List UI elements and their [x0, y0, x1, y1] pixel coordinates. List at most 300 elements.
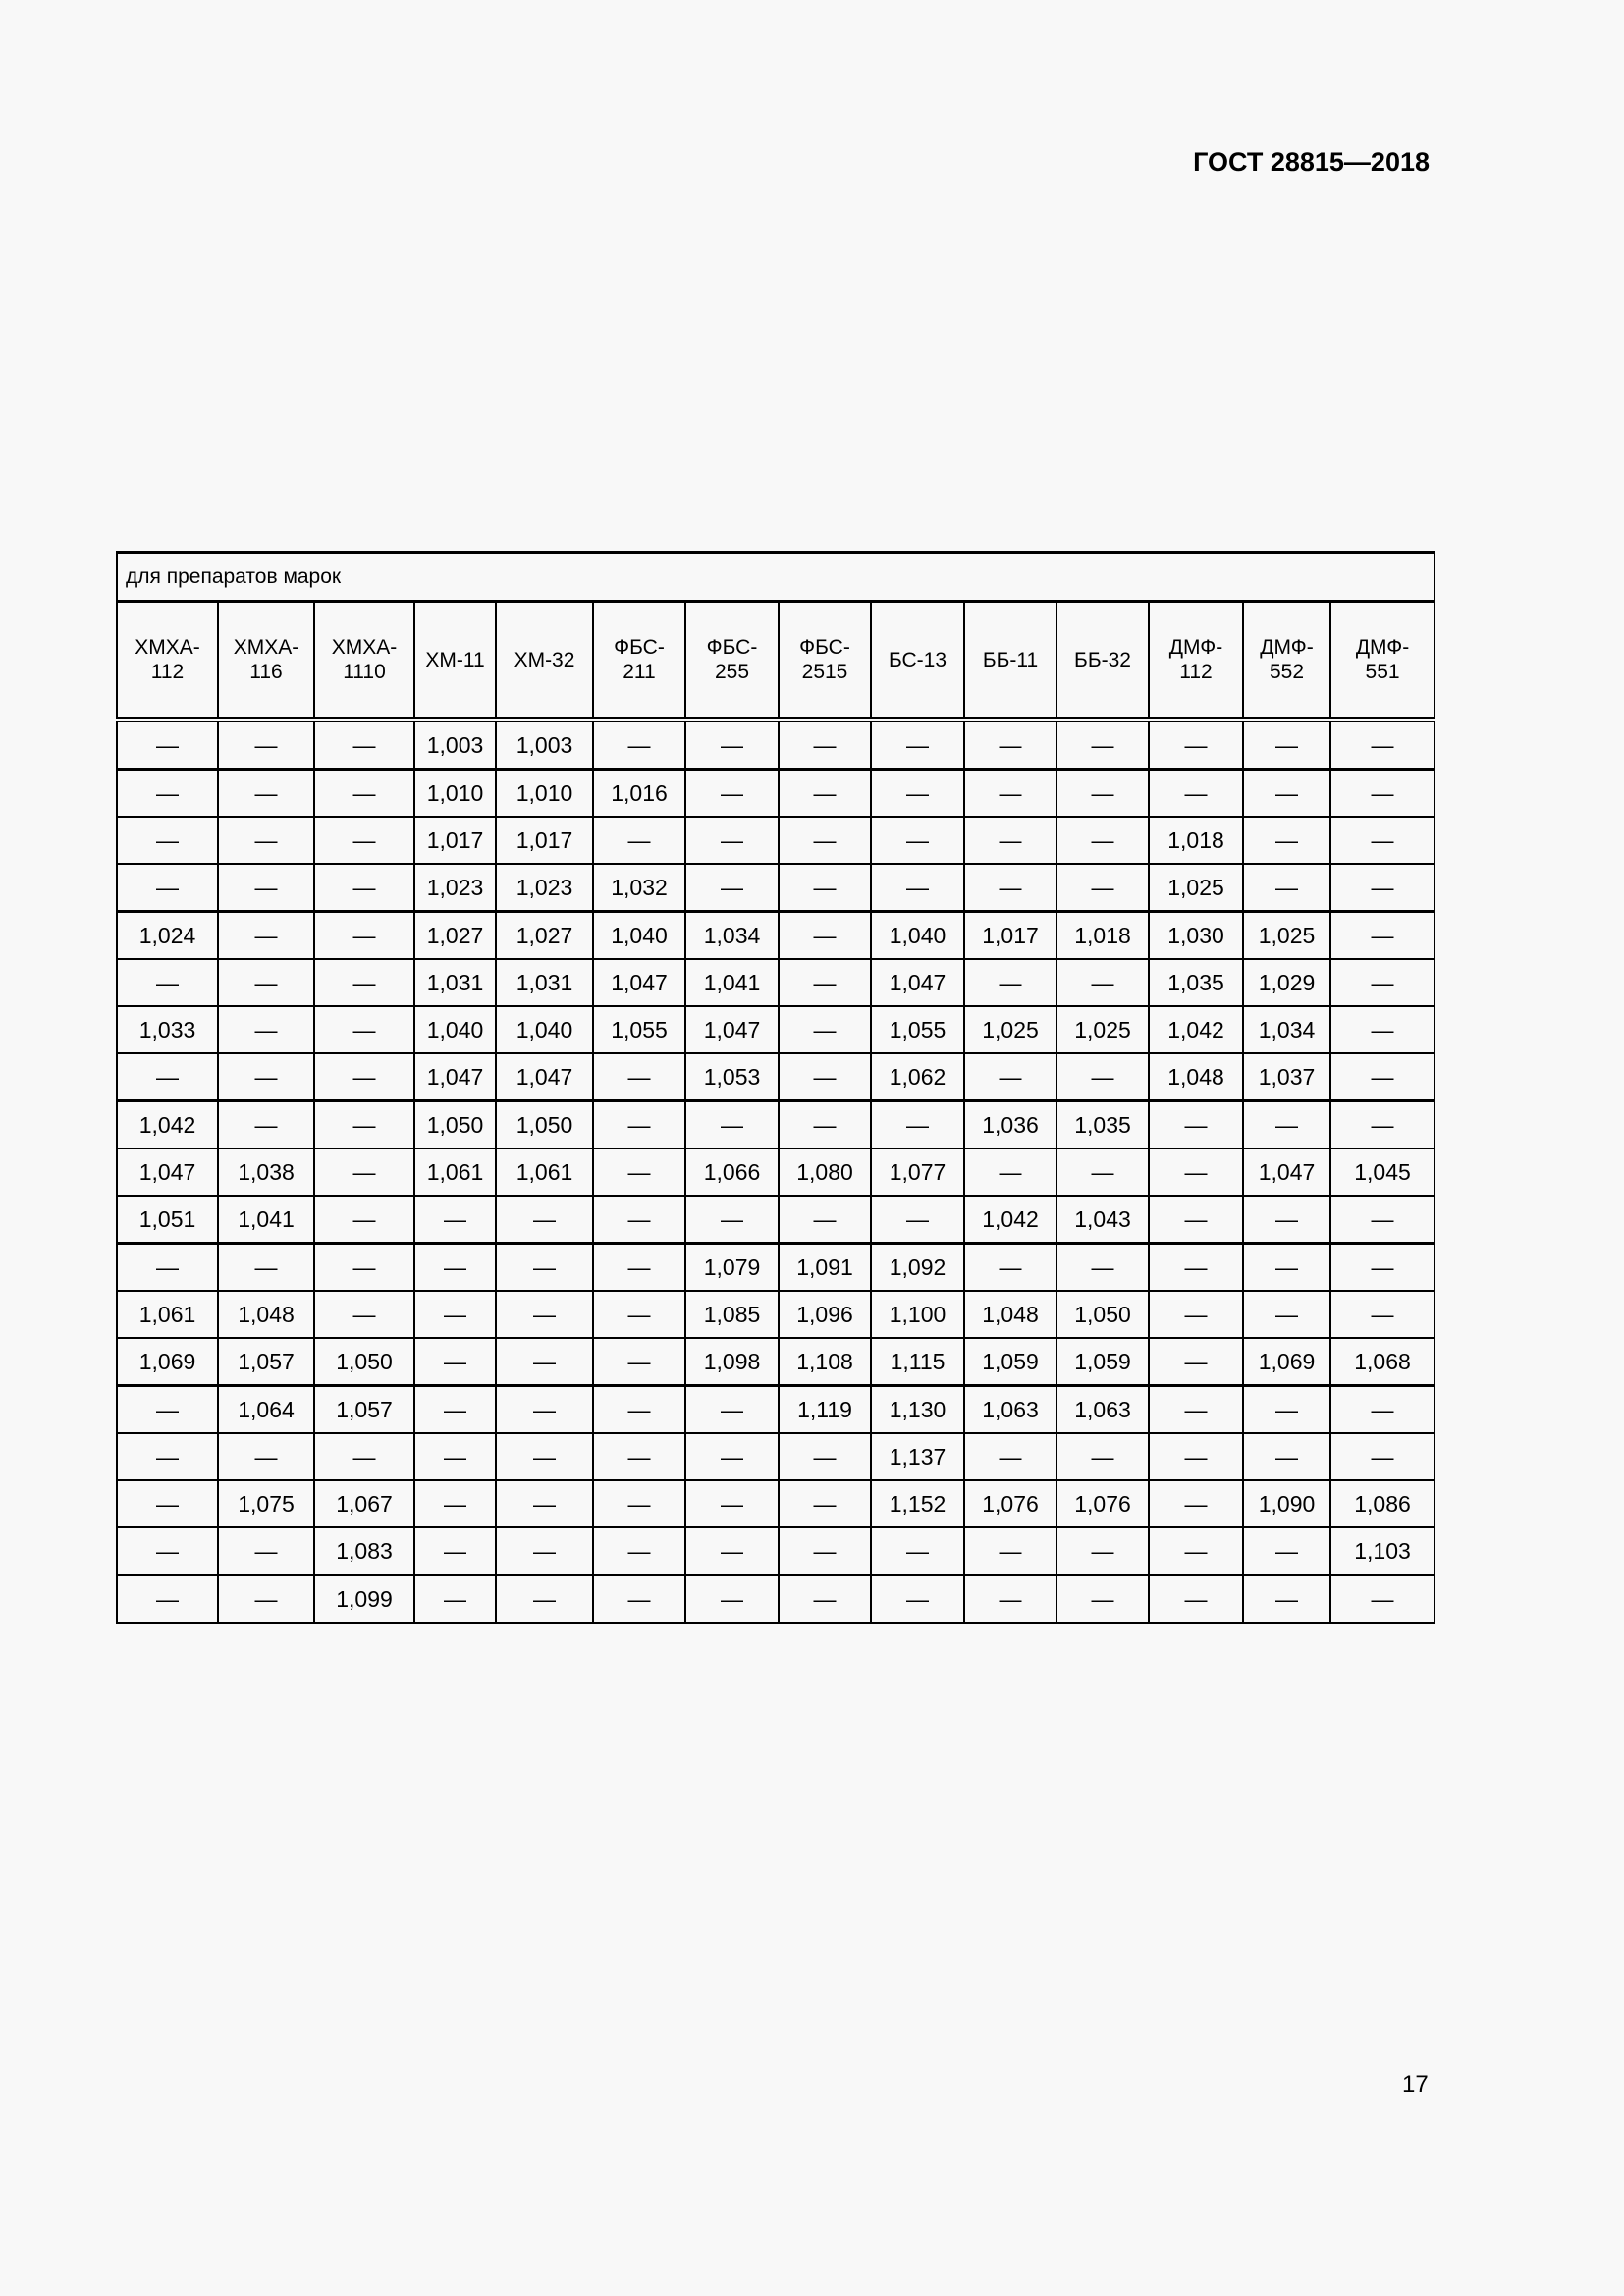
table-cell: —	[314, 720, 414, 770]
table-cell: 1,103	[1330, 1527, 1435, 1575]
page-number: 17	[1402, 2071, 1429, 2098]
table-cell: 1,035	[1056, 1101, 1149, 1149]
table-cell: —	[779, 1101, 871, 1149]
table-cell: —	[964, 1053, 1056, 1101]
table-cell: 1,040	[496, 1006, 593, 1053]
table-cell: 1,042	[117, 1101, 218, 1149]
table-row	[117, 959, 1435, 1006]
table-row	[117, 720, 1435, 770]
table-cell: 1,033	[117, 1006, 218, 1053]
table-cell: 1,057	[314, 1386, 414, 1434]
table-cell: —	[1330, 1101, 1435, 1149]
table-cell: —	[1056, 1148, 1149, 1196]
table-cell: 1,047	[1243, 1148, 1330, 1196]
table-cell: —	[593, 1053, 685, 1101]
table-cell: —	[1330, 959, 1435, 1006]
document-code: ГОСТ 28815—2018	[1193, 147, 1430, 177]
table-row	[117, 1527, 1435, 1575]
table-cell: —	[218, 720, 314, 770]
table-cell: —	[871, 864, 964, 912]
column-header: ХМХА- 116	[218, 602, 314, 721]
table-cell: —	[1056, 817, 1149, 864]
table-cell: —	[218, 1101, 314, 1149]
table-cell: —	[685, 1433, 779, 1480]
table-cell: —	[1149, 1244, 1243, 1292]
table-cell: 1,077	[871, 1148, 964, 1196]
table-cell: —	[779, 1527, 871, 1575]
table-cell: 1,090	[1243, 1480, 1330, 1527]
column-header: ФБС- 2515	[779, 602, 871, 721]
table-cell: 1,083	[314, 1527, 414, 1575]
table-cell: —	[1330, 1575, 1435, 1624]
table-cell: —	[218, 959, 314, 1006]
table-cell: —	[685, 1386, 779, 1434]
table-cell: 1,085	[685, 1291, 779, 1338]
table-cell: —	[496, 1338, 593, 1386]
table-cell: —	[779, 912, 871, 960]
table-cell: —	[1330, 817, 1435, 864]
table-cell: —	[1330, 1244, 1435, 1292]
table-cell: —	[779, 1053, 871, 1101]
table-cell: 1,048	[1149, 1053, 1243, 1101]
table-cell: —	[871, 1527, 964, 1575]
table-cell: —	[779, 1433, 871, 1480]
table-cell: 1,055	[871, 1006, 964, 1053]
table-cell: —	[1330, 1291, 1435, 1338]
table-cell: 1,025	[1243, 912, 1330, 960]
table-cell: —	[314, 770, 414, 818]
table-cell: —	[1330, 1386, 1435, 1434]
table-cell: —	[1243, 1101, 1330, 1149]
table-cell: 1,048	[218, 1291, 314, 1338]
table-cell: 1,017	[964, 912, 1056, 960]
table-cell: 1,086	[1330, 1480, 1435, 1527]
table-cell: 1,040	[593, 912, 685, 960]
table-cell: —	[117, 1480, 218, 1527]
table-cell: 1,064	[218, 1386, 314, 1434]
table-cell: —	[1056, 770, 1149, 818]
table-cell: 1,098	[685, 1338, 779, 1386]
table-row	[117, 1148, 1435, 1196]
table-cell: —	[964, 720, 1056, 770]
table-cell: —	[593, 1480, 685, 1527]
table-cell: —	[871, 1575, 964, 1624]
table-cell: 1,023	[496, 864, 593, 912]
table-cell: —	[871, 1101, 964, 1149]
table-cell: 1,032	[593, 864, 685, 912]
table-row	[117, 1006, 1435, 1053]
table-cell: 1,055	[593, 1006, 685, 1053]
table-cell: —	[593, 1101, 685, 1149]
table-cell: 1,152	[871, 1480, 964, 1527]
table-cell: 1,119	[779, 1386, 871, 1434]
table-cell: 1,045	[1330, 1148, 1435, 1196]
table-cell: —	[1330, 1006, 1435, 1053]
table-cell: —	[1243, 1244, 1330, 1292]
table-cell: 1,025	[964, 1006, 1056, 1053]
table-cell: —	[1056, 1527, 1149, 1575]
table-cell: 1,025	[1149, 864, 1243, 912]
table-cell: —	[1056, 864, 1149, 912]
table-cell: 1,067	[314, 1480, 414, 1527]
table-cell: 1,076	[964, 1480, 1056, 1527]
table-cell: 1,031	[414, 959, 496, 1006]
table-cell: —	[314, 1006, 414, 1053]
table-cell: —	[1330, 770, 1435, 818]
table-cell: 1,061	[414, 1148, 496, 1196]
table-cell: 1,035	[1149, 959, 1243, 1006]
table-cell: —	[593, 1291, 685, 1338]
table-cell: 1,115	[871, 1338, 964, 1386]
table-row	[117, 1101, 1435, 1149]
table-cell: —	[1243, 1386, 1330, 1434]
table-cell: —	[593, 1527, 685, 1575]
column-header: ФБС- 255	[685, 602, 779, 721]
table-cell: 1,137	[871, 1433, 964, 1480]
table-cell: —	[779, 1480, 871, 1527]
table-cell: —	[1330, 1196, 1435, 1244]
table-cell: —	[1243, 720, 1330, 770]
column-header: ХМ-32	[496, 602, 593, 721]
table-cell: 1,018	[1056, 912, 1149, 960]
table-cell: —	[1056, 720, 1149, 770]
table-cell: —	[685, 864, 779, 912]
column-header: ХМ-11	[414, 602, 496, 721]
table-cell: —	[117, 959, 218, 1006]
table-cell: 1,029	[1243, 959, 1330, 1006]
table-cell: 1,069	[117, 1338, 218, 1386]
table-cell: —	[414, 1196, 496, 1244]
table-cell: —	[779, 959, 871, 1006]
table-cell: —	[1149, 1101, 1243, 1149]
table-cell: —	[314, 1148, 414, 1196]
table-cell: —	[314, 817, 414, 864]
table-cell: 1,016	[593, 770, 685, 818]
table-cell: —	[685, 720, 779, 770]
table-cell: —	[218, 1575, 314, 1624]
table-cell: 1,050	[314, 1338, 414, 1386]
table-cell: —	[117, 1053, 218, 1101]
table-cell: —	[593, 720, 685, 770]
table-cell: 1,031	[496, 959, 593, 1006]
table-cell: —	[117, 1244, 218, 1292]
table-cell: 1,076	[1056, 1480, 1149, 1527]
table-cell: —	[1243, 1433, 1330, 1480]
table-cell: —	[117, 1386, 218, 1434]
table-cell: 1,075	[218, 1480, 314, 1527]
table-cell: 1,017	[414, 817, 496, 864]
table-cell: 1,042	[1149, 1006, 1243, 1053]
table-cell: 1,100	[871, 1291, 964, 1338]
table-cell: —	[1149, 770, 1243, 818]
table-cell: —	[314, 1433, 414, 1480]
table-cell: —	[218, 1244, 314, 1292]
table-cell: —	[496, 1196, 593, 1244]
table-cell: 1,047	[496, 1053, 593, 1101]
table-cell: 1,041	[218, 1196, 314, 1244]
table-cell: —	[1243, 1291, 1330, 1338]
table-cell: 1,050	[414, 1101, 496, 1149]
column-header: ФБС- 211	[593, 602, 685, 721]
table-cell: —	[593, 817, 685, 864]
table-cell: —	[314, 912, 414, 960]
table-cell: —	[871, 1196, 964, 1244]
table-cell: 1,042	[964, 1196, 1056, 1244]
table-cell: —	[314, 1244, 414, 1292]
table-cell: —	[414, 1480, 496, 1527]
table-cell: —	[1243, 770, 1330, 818]
table-cell: 1,066	[685, 1148, 779, 1196]
table-cell: —	[117, 770, 218, 818]
table-row	[117, 912, 1435, 960]
table-cell: —	[1330, 912, 1435, 960]
column-header: ББ-32	[1056, 602, 1149, 721]
table-row	[117, 770, 1435, 818]
table-cell: —	[593, 1196, 685, 1244]
table-cell: —	[1056, 1244, 1149, 1292]
table-cell: —	[964, 1575, 1056, 1624]
table-cell: —	[779, 864, 871, 912]
column-header: ДМФ- 112	[1149, 602, 1243, 721]
table-cell: —	[314, 1053, 414, 1101]
table-cell: —	[414, 1386, 496, 1434]
table-cell: —	[779, 770, 871, 818]
table-cell: —	[218, 1006, 314, 1053]
table-cell: 1,034	[1243, 1006, 1330, 1053]
table-row	[117, 1480, 1435, 1527]
table-cell: —	[964, 817, 1056, 864]
table-cell: —	[314, 864, 414, 912]
table-cell: 1,040	[414, 1006, 496, 1053]
table-cell: 1,047	[593, 959, 685, 1006]
table-cell: —	[117, 1527, 218, 1575]
table-cell: 1,092	[871, 1244, 964, 1292]
table-cell: —	[593, 1244, 685, 1292]
table-cell: —	[593, 1148, 685, 1196]
table-cell: 1,108	[779, 1338, 871, 1386]
table-cell: —	[1149, 1338, 1243, 1386]
table-cell: 1,047	[685, 1006, 779, 1053]
table-cell: 1,091	[779, 1244, 871, 1292]
table-cell: —	[685, 1196, 779, 1244]
table-cell: —	[871, 770, 964, 818]
table-row	[117, 864, 1435, 912]
table-cell: —	[685, 817, 779, 864]
table-cell: —	[593, 1386, 685, 1434]
table-cell: —	[496, 1480, 593, 1527]
table-cell: 1,027	[496, 912, 593, 960]
table-cell: —	[496, 1291, 593, 1338]
table-row	[117, 1244, 1435, 1292]
table-cell: —	[779, 720, 871, 770]
table-cell: —	[685, 1575, 779, 1624]
table-cell: —	[1149, 1527, 1243, 1575]
table-cell: —	[685, 1480, 779, 1527]
table-cell: 1,057	[218, 1338, 314, 1386]
table-cell: —	[414, 1244, 496, 1292]
table-cell: —	[314, 1101, 414, 1149]
table-cell: —	[779, 1196, 871, 1244]
table-cell: 1,047	[414, 1053, 496, 1101]
table-cell: 1,079	[685, 1244, 779, 1292]
table-row	[117, 1053, 1435, 1101]
table-cell: —	[685, 770, 779, 818]
table-cell: 1,061	[117, 1291, 218, 1338]
table-cell: —	[1243, 1575, 1330, 1624]
table-cell: —	[779, 1006, 871, 1053]
table-cell: —	[1149, 1386, 1243, 1434]
table-cell: —	[593, 1575, 685, 1624]
table-cell: 1,027	[414, 912, 496, 960]
table-caption: для препаратов марок	[117, 553, 1435, 602]
table-cell: —	[117, 1433, 218, 1480]
table-cell: 1,068	[1330, 1338, 1435, 1386]
table-cell: 1,130	[871, 1386, 964, 1434]
table-cell: 1,043	[1056, 1196, 1149, 1244]
table-cell: —	[1149, 1196, 1243, 1244]
table-cell: —	[593, 1433, 685, 1480]
table-cell: —	[117, 720, 218, 770]
table-cell: —	[496, 1527, 593, 1575]
table-cell: 1,080	[779, 1148, 871, 1196]
table-cell: —	[218, 912, 314, 960]
table-row	[117, 1196, 1435, 1244]
table-cell: —	[779, 1575, 871, 1624]
table-cell: 1,003	[496, 720, 593, 770]
column-header: ББ-11	[964, 602, 1056, 721]
table-cell: —	[1056, 1575, 1149, 1624]
table-cell: 1,059	[964, 1338, 1056, 1386]
table-row	[117, 817, 1435, 864]
table-cell: 1,018	[1149, 817, 1243, 864]
table-cell: 1,062	[871, 1053, 964, 1101]
table-cell: 1,034	[685, 912, 779, 960]
column-header: БС-13	[871, 602, 964, 721]
table-cell: —	[871, 817, 964, 864]
table-cell: —	[685, 1527, 779, 1575]
table-header-row	[117, 602, 1435, 721]
table-cell: 1,048	[964, 1291, 1056, 1338]
table-cell: —	[1149, 1575, 1243, 1624]
table-row	[117, 1338, 1435, 1386]
table-cell: 1,023	[414, 864, 496, 912]
table-cell: 1,010	[414, 770, 496, 818]
table-cell: —	[414, 1527, 496, 1575]
table-cell: —	[1243, 1196, 1330, 1244]
table-cell: 1,030	[1149, 912, 1243, 960]
table-cell: —	[1149, 1148, 1243, 1196]
column-header: ДМФ- 551	[1330, 602, 1435, 721]
table-cell: —	[414, 1291, 496, 1338]
table-cell: —	[117, 1575, 218, 1624]
table-cell: —	[496, 1244, 593, 1292]
table-cell: —	[964, 959, 1056, 1006]
table-cell: —	[1056, 1053, 1149, 1101]
table-cell: —	[414, 1575, 496, 1624]
table-row	[117, 1575, 1435, 1624]
table-cell: —	[496, 1575, 593, 1624]
table-cell: 1,036	[964, 1101, 1056, 1149]
table-cell: —	[1056, 1433, 1149, 1480]
table-cell: 1,040	[871, 912, 964, 960]
table-cell: 1,038	[218, 1148, 314, 1196]
table-cell: —	[117, 817, 218, 864]
table-cell: 1,003	[414, 720, 496, 770]
table-cell: —	[779, 817, 871, 864]
table-cell: —	[964, 1148, 1056, 1196]
column-header: ХМХА- 112	[117, 602, 218, 721]
table-row	[117, 1386, 1435, 1434]
table-cell: 1,063	[1056, 1386, 1149, 1434]
table-cell: 1,024	[117, 912, 218, 960]
table-cell: 1,050	[1056, 1291, 1149, 1338]
table-row	[117, 1433, 1435, 1480]
table-cell: —	[314, 1196, 414, 1244]
column-header: ХМХА- 1110	[314, 602, 414, 721]
table-cell: 1,053	[685, 1053, 779, 1101]
table-cell: —	[685, 1101, 779, 1149]
table-cell: 1,059	[1056, 1338, 1149, 1386]
table-cell: —	[964, 1527, 1056, 1575]
table-cell: —	[218, 770, 314, 818]
table-cell: —	[218, 864, 314, 912]
table-cell: —	[964, 1244, 1056, 1292]
table-cell: —	[964, 1433, 1056, 1480]
table-cell: 1,099	[314, 1575, 414, 1624]
table-cell: —	[117, 864, 218, 912]
table-cell: 1,069	[1243, 1338, 1330, 1386]
table-cell: —	[1330, 864, 1435, 912]
table-cell: —	[1149, 1291, 1243, 1338]
table-cell: 1,096	[779, 1291, 871, 1338]
table-cell: —	[1330, 1433, 1435, 1480]
column-header: ДМФ- 552	[1243, 602, 1330, 721]
table-row	[117, 1291, 1435, 1338]
table-cell: —	[593, 1338, 685, 1386]
table-cell: —	[218, 1053, 314, 1101]
table-cell: —	[1330, 720, 1435, 770]
table-cell: —	[1243, 1527, 1330, 1575]
table-cell: —	[496, 1386, 593, 1434]
table-cell: —	[414, 1433, 496, 1480]
table-cell: —	[1330, 1053, 1435, 1101]
table-cell: —	[1243, 817, 1330, 864]
density-table	[116, 551, 1435, 1624]
table-cell: 1,025	[1056, 1006, 1149, 1053]
table-cell: —	[218, 1433, 314, 1480]
table-cell: 1,063	[964, 1386, 1056, 1434]
table-cell: —	[414, 1338, 496, 1386]
table-cell: —	[1149, 720, 1243, 770]
table-cell: —	[1149, 1433, 1243, 1480]
table-cell: 1,047	[117, 1148, 218, 1196]
table-cell: 1,017	[496, 817, 593, 864]
table-cell: —	[218, 1527, 314, 1575]
table-cell: 1,051	[117, 1196, 218, 1244]
table-cell: —	[964, 770, 1056, 818]
table-cell: —	[496, 1433, 593, 1480]
table-cell: —	[314, 1291, 414, 1338]
table-cell: 1,037	[1243, 1053, 1330, 1101]
table-cell: 1,041	[685, 959, 779, 1006]
table-cell: —	[871, 720, 964, 770]
table-cell: 1,010	[496, 770, 593, 818]
table-cell: —	[218, 817, 314, 864]
table-cell: 1,047	[871, 959, 964, 1006]
table-cell: —	[1243, 864, 1330, 912]
table-cell: —	[964, 864, 1056, 912]
table-cell: 1,050	[496, 1101, 593, 1149]
